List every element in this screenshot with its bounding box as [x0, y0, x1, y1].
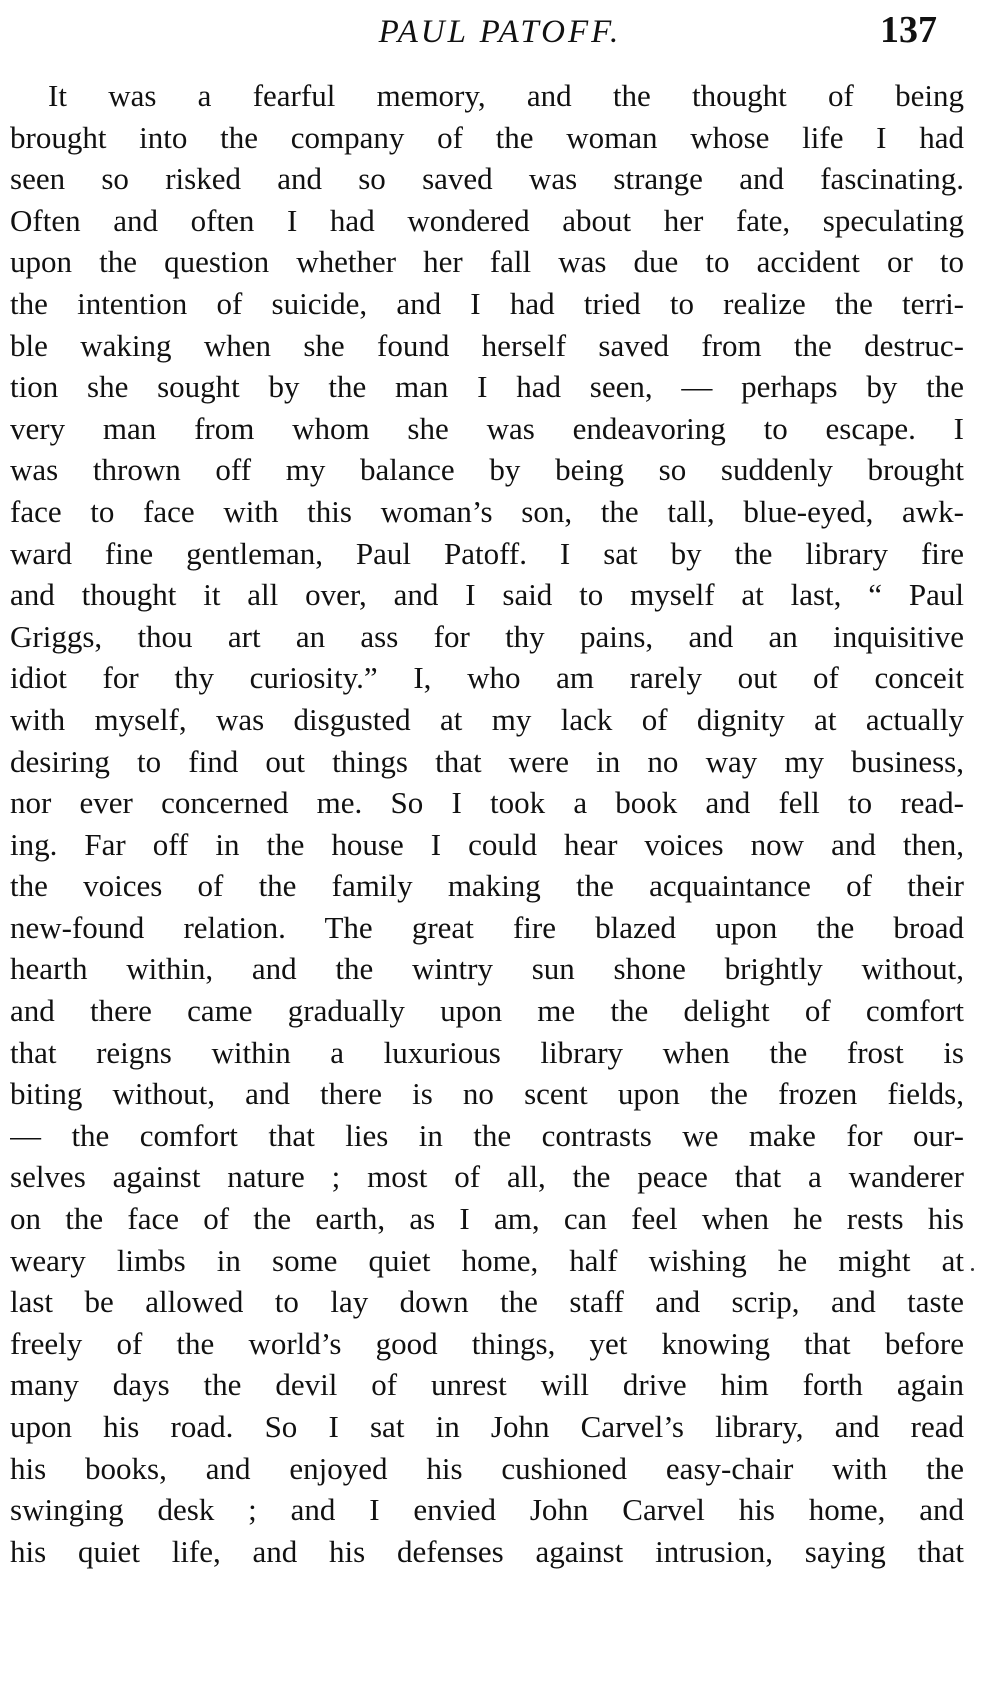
text-line: desiring to find out things that were in no way my business, [10, 743, 964, 779]
text-line: ing. Far off in the house I could hear voices now and then, [10, 826, 964, 862]
text-line: that reigns within a luxurious library when the frost is [10, 1034, 964, 1070]
text-line: biting without, and there is no scent upon the frozen fields, [10, 1076, 964, 1112]
text-line: and there came gradually upon me the delight of comfort [10, 993, 964, 1029]
text-line: was thrown off my balance by being so suddenly brought [10, 452, 964, 488]
text-line: seen so risked and so saved was strange and fascinating. [10, 161, 964, 197]
text-line: the voices of the family making the acquaintance of their [10, 868, 964, 904]
text-line: Griggs, thou art an ass for thy pains, and an inquisitive [10, 618, 964, 654]
text-line: Often and often I had wondered about her fate, speculating [10, 202, 964, 238]
text-line: ward fine gentleman, Paul Patoff. I sat by the library fire [10, 535, 964, 571]
running-head-title: PAUL PATOFF. [378, 14, 622, 50]
text-line: new-found relation. The great fire blazed upon the broad [10, 909, 964, 945]
text-line: — the comfort that lies in the contrasts we make for our- [10, 1117, 964, 1153]
text-line: It was a fearful memory, and the thought of being [48, 78, 964, 113]
ink-speck [971, 1268, 974, 1271]
text-line: ble waking when she found herself saved from the destruc- [10, 327, 964, 363]
text-line: selves against nature ; most of all, the peace that a wanderer [10, 1159, 964, 1195]
text-line: tion she sought by the man I had seen, — perhaps by the [10, 369, 964, 405]
body-text [10, 75, 964, 1572]
text-line: freely of the world’s good things, yet knowing that before [10, 1325, 964, 1361]
text-line: his quiet life, and his defenses against intrusion, saying that [10, 1533, 964, 1569]
text-line: the intention of suicide, and I had tried to realize the terri- [10, 285, 964, 321]
text-line: and thought it all over, and I said to myself at last, “ Paul [10, 577, 964, 613]
text-line: face to face with this woman’s son, the tall, blue-eyed, awk- [10, 493, 964, 529]
text-line: swinging desk ; and I envied John Carvel his home, and [10, 1492, 964, 1528]
page-number: 137 [880, 9, 937, 51]
running-head [0, 6, 1000, 66]
text-line: upon his road. So I sat in John Carvel’s library, and read [10, 1409, 964, 1444]
text-line: with myself, was disgusted at my lack of dignity at actually [10, 701, 964, 737]
text-line: last be allowed to lay down the staff and scrip, and taste [10, 1284, 964, 1320]
text-line: idiot for thy curiosity.” I, who am rarely out of conceit [10, 660, 964, 696]
text-line: his books, and enjoyed his cushioned easy-chair with the [10, 1450, 964, 1486]
text-line: upon the question whether her fall was due to accident or to [10, 244, 964, 280]
text-line: brought into the company of the woman whose life I had [10, 119, 964, 155]
text-line: many days the devil of unrest will drive him forth again [10, 1367, 964, 1403]
text-line: nor ever concerned me. So I took a book and fell to read- [10, 785, 964, 821]
text-line: weary limbs in some quiet home, half wishing he might at [10, 1242, 964, 1278]
text-line: on the face of the earth, as I am, can feel when he rests his [10, 1201, 964, 1237]
text-line: hearth within, and the wintry sun shone brightly without, [10, 951, 964, 987]
text-line: very man from whom she was endeavoring to escape. I [10, 410, 964, 446]
